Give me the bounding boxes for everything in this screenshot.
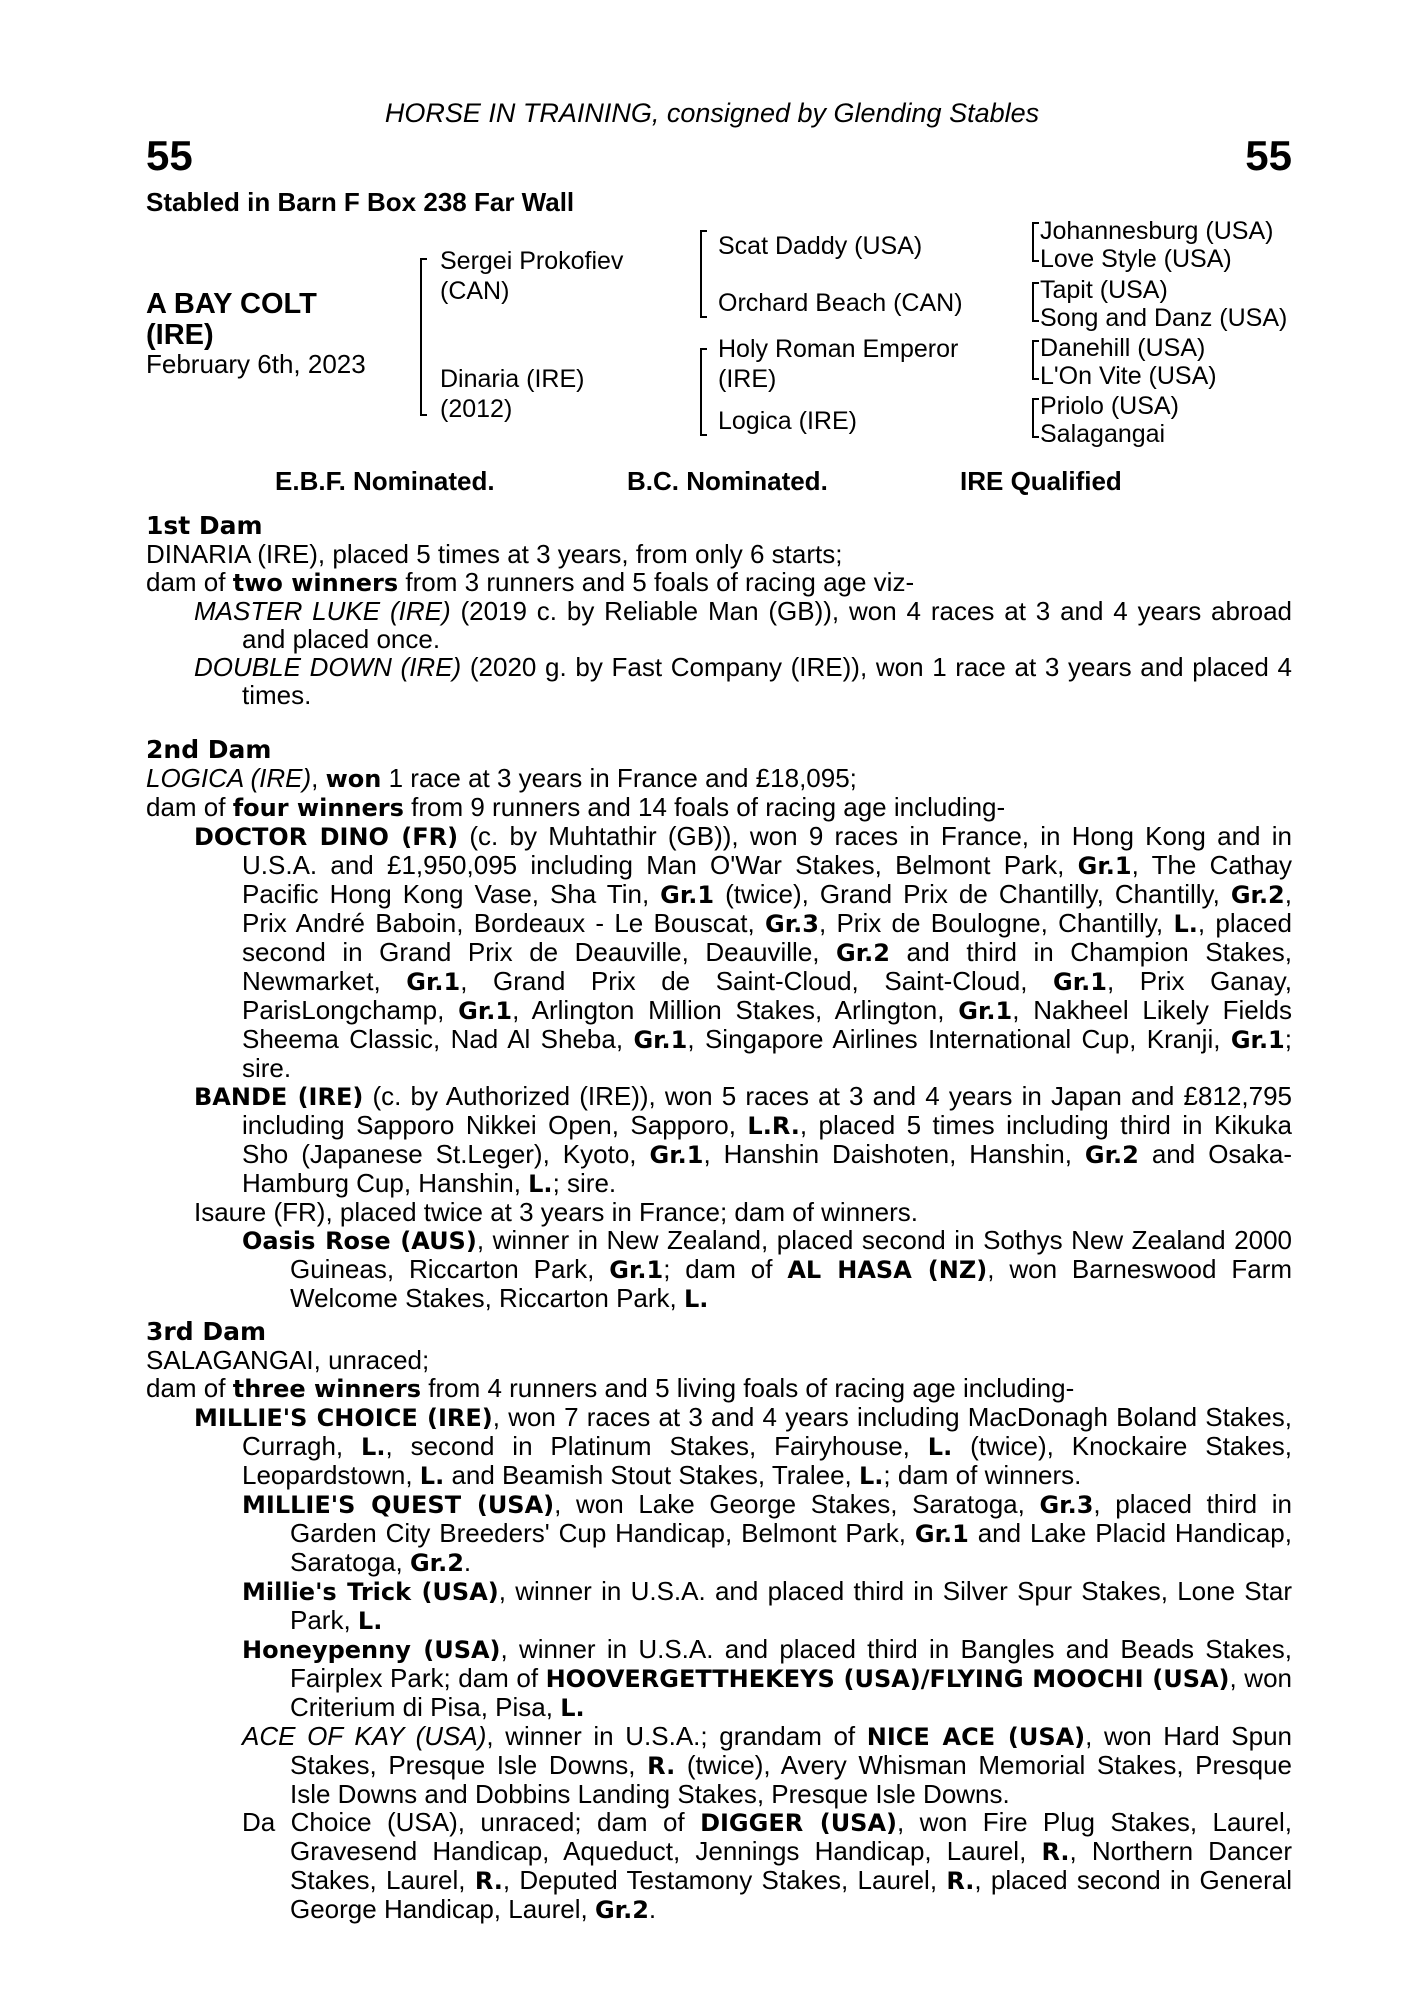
pedigree-dam-dam: Logica (IRE) xyxy=(718,407,857,435)
pedigree-dam-sire-line2: (IRE) xyxy=(718,365,777,393)
pedigree-brace-ss xyxy=(1032,222,1034,262)
third-dam-grandproduce-honeypenny: Honeypenny (USA), winner in U.S.A. and placed third in Bangles and Beads Stakes, Fairplex Park; dam of HOOVERGETTHEKEYS (USA)/FLYING MOOCHI (USA), won Criterium di Pisa, Pisa, L. xyxy=(242,1634,1292,1722)
lot-number-right: 55 xyxy=(1245,132,1292,179)
nomination-bc: B.C. Nominated. xyxy=(627,466,828,496)
pedigree-sire-line2: (CAN) xyxy=(440,277,510,305)
stabling-location: Stabled in Barn F Box 238 Far Wall xyxy=(146,187,575,217)
third-dam-intro: SALAGANGAI, unraced; xyxy=(146,1345,430,1375)
third-dam-produce-summary: dam of three winners from 4 runners and 5 living foals of racing age including- xyxy=(146,1373,1075,1403)
third-dam-heading: 3rd Dam xyxy=(146,1317,266,1346)
third-dam-grandproduce-da-choice: Da Choice (USA), unraced; dam of DIGGER (USA), won Fire Plug Stakes, Laurel, Gravesend Handicap, Aqueduct, Jennings Handicap, Laurel, R., Northern Dancer Stakes, Laurel, R., Deputed Testamony Stakes, Laurel, R., placed second in General George Handicap, Laurel, Gr.2. xyxy=(242,1807,1293,1924)
first-dam-produce-1: MASTER LUKE (IRE) (2019 c. by Reliable Man (GB)), won 4 races at 3 and 4 years abroad and placed once. xyxy=(194,596,1292,654)
pedigree-dss: Danehill (USA) xyxy=(1040,334,1206,362)
pedigree-dsd: L'On Vite (USA) xyxy=(1040,362,1217,390)
nomination-ire: IRE Qualified xyxy=(960,466,1122,496)
second-dam-section xyxy=(146,736,1292,1313)
first-dam-produce-2: DOUBLE DOWN (IRE) (2020 g. by Fast Company (IRE)), won 1 race at 3 years and placed 4 times. xyxy=(194,652,1293,710)
pedigree-dam-line2: (2012) xyxy=(440,395,513,423)
pedigree-sire-dam: Orchard Beach (CAN) xyxy=(718,289,963,317)
second-dam-produce-isaure: Isaure (FR), placed twice at 3 years in France; dam of winners. xyxy=(194,1197,918,1227)
nomination-ebf: E.B.F. Nominated. xyxy=(275,466,495,496)
subject-title-line2: (IRE) xyxy=(146,319,214,351)
foaling-date: February 6th, 2023 xyxy=(146,349,366,379)
pedigree-dam-line1: Dinaria (IRE) xyxy=(440,365,585,393)
pedigree-sds: Tapit (USA) xyxy=(1040,276,1168,304)
pedigree-ddd: Salagangai xyxy=(1040,420,1166,448)
second-dam-heading: 2nd Dam xyxy=(146,735,272,764)
second-dam-grandproduce-oasis-rose: Oasis Rose (AUS), winner in New Zealand, placed second in Sothys New Zealand 2000 Guineas, Riccarton Park, Gr.1; dam of AL HASA (NZ), won Barneswood Farm Welcome Stakes, Riccarton Park, L. xyxy=(242,1225,1293,1313)
pedigree-brace-dd xyxy=(1032,398,1034,438)
pedigree-ssd: Love Style (USA) xyxy=(1040,245,1232,273)
first-dam-intro: DINARIA (IRE), placed 5 times at 3 years, from only 6 starts; xyxy=(146,539,843,569)
second-dam-intro: LOGICA (IRE), won 1 race at 3 years in France and £18,095; xyxy=(146,763,857,793)
third-dam-grandproduce-millies-trick: Millie's Trick (USA), winner in U.S.A. and placed third in Silver Spur Stakes, Lone Star Park, L. xyxy=(242,1576,1292,1635)
catalogue-header: HORSE IN TRAINING, consigned by Glending Stables xyxy=(384,98,1040,128)
pedigree-dds: Priolo (USA) xyxy=(1040,392,1179,420)
third-dam-grandproduce-millies-quest: MILLIE'S QUEST (USA), won Lake George Stakes, Saratoga, Gr.3, placed third in Garden City Breeders' Cup Handicap, Belmont Park, Gr.1 and Lake Placid Handicap, Saratoga, Gr.2. xyxy=(242,1489,1293,1577)
pedigree-sss: Johannesburg (USA) xyxy=(1040,217,1274,245)
third-dam-section xyxy=(146,1318,1292,1924)
second-dam-produce-bande: BANDE (IRE) (c. by Authorized (IRE)), won 5 races at 3 and 4 years in Japan and £812,795 including Sapporo Nikkei Open, Sapporo, L.R., placed 5 times including third in Kikuka Sho (Japanese St.Leger), Kyoto, Gr.1, Hanshin Daishoten, Hanshin, Gr.2 and Osaka-Hamburg Cup, Hanshin, L.; sire. xyxy=(194,1081,1293,1198)
third-dam-produce-millies-choice: MILLIE'S CHOICE (IRE), won 7 races at 3 and 4 years including MacDonagh Boland Stakes, Curragh, L., second in Platinum Stakes, Fairyhouse, L. (twice), Knockaire Stakes, Leopardstown, L. and Beamish Stout Stakes, Tralee, L.; dam of winners. xyxy=(194,1402,1292,1490)
subject-title-line1: A BAY COLT xyxy=(146,288,317,320)
first-dam-section xyxy=(146,512,1292,709)
first-dam-produce-summary: dam of two winners from 3 runners and 5 foals of racing age viz- xyxy=(146,567,915,597)
lot-number-left: 55 xyxy=(146,132,193,179)
pedigree-brace-sire xyxy=(700,230,702,318)
pedigree-sire-sire: Scat Daddy (USA) xyxy=(718,232,923,260)
pedigree-brace-sd xyxy=(1032,282,1034,322)
pedigree-brace-dam xyxy=(700,348,702,436)
pedigree-brace-ds xyxy=(1032,340,1034,380)
pedigree-sire-line1: Sergei Prokofiev xyxy=(440,247,624,275)
pedigree-sdd: Song and Danz (USA) xyxy=(1040,304,1288,332)
third-dam-grandproduce-ace-of-kay: ACE OF KAY (USA), winner in U.S.A.; grandam of NICE ACE (USA), won Hard Spun Stakes, Presque Isle Downs, R. (twice), Avery Whisman Memorial Stakes, Presque Isle Downs and Dobbins Landing Stakes, Presque Isle Downs. xyxy=(242,1721,1293,1809)
second-dam-produce-summary: dam of four winners from 9 runners and 14 foals of racing age including- xyxy=(146,792,1006,822)
pedigree-brace-main xyxy=(420,258,422,416)
first-dam-heading: 1st Dam xyxy=(146,511,263,540)
second-dam-produce-doctor-dino: DOCTOR DINO (FR) (c. by Muhtathir (GB)), won 9 races in France, in Hong Kong and in U.S.A. and £1,950,095 including Man O'War Stakes, Belmont Park, Gr.1, The Cathay Pacific Hong Kong Vase, Sha Tin, Gr.1 (twice), Grand Prix de Chantilly, Chantilly, Gr.2, Prix André Baboin, Bordeaux - Le Bouscat, Gr.3, Prix de Boulogne, Chantilly, L., placed second in Grand Prix de Deauville, Deauville, Gr.2 and third in Champion Stakes, Newmarket, Gr.1, Grand Prix de Saint-Cloud, Saint-Cloud, Gr.1, Prix Ganay, ParisLongchamp, Gr.1, Arlington Million Stakes, Arlington, Gr.1, Nakheel Likely Fields Sheema Classic, Nad Al Sheba, Gr.1, Singapore Airlines International Cup, Kranji, Gr.1; sire. xyxy=(194,821,1293,1083)
pedigree-dam-sire-line1: Holy Roman Emperor xyxy=(718,335,959,363)
